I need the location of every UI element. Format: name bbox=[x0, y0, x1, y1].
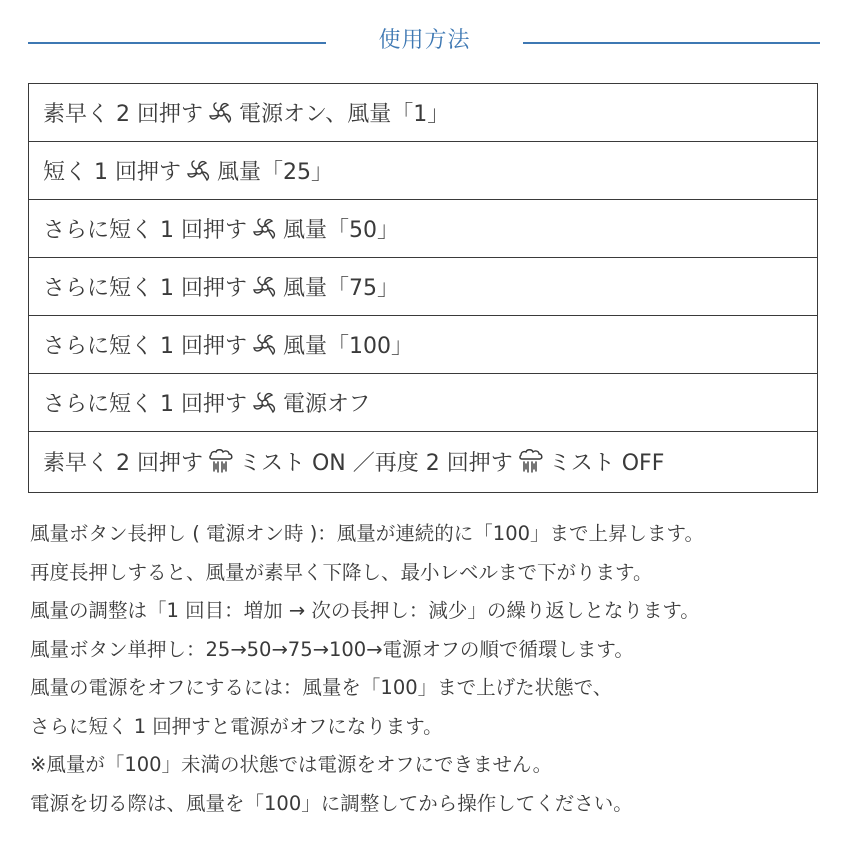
step-action: さらに短く 1 回押す bbox=[43, 218, 247, 243]
fan-icon bbox=[249, 331, 281, 359]
step-action: 素早く 2 回押す bbox=[43, 450, 203, 476]
fan-icon bbox=[249, 273, 281, 301]
heading-rule-right bbox=[523, 42, 820, 44]
section-heading bbox=[28, 22, 820, 62]
fan-icon bbox=[205, 99, 237, 127]
usage-notes bbox=[30, 515, 830, 823]
step-row bbox=[29, 432, 817, 490]
note-line: 電源を切る際は、風量を「100」に調整してから操作してください。 bbox=[30, 791, 633, 815]
fan-icon bbox=[249, 215, 281, 243]
step-result: 電源オン、風量「1」 bbox=[238, 102, 450, 127]
fan-icon bbox=[249, 389, 281, 417]
step-row bbox=[29, 200, 817, 258]
step-result: 風量「100」 bbox=[282, 334, 413, 359]
fan-icon bbox=[183, 157, 215, 185]
step-action: 短く 1 回押す bbox=[43, 160, 181, 185]
step-row bbox=[29, 316, 817, 374]
step-row bbox=[29, 374, 817, 432]
heading-rule-left bbox=[28, 42, 326, 44]
note-line: 風量ボタン長押し ( 電源オン時 )：風量が連続的に「100」まで上昇します。 bbox=[30, 522, 704, 545]
mist-icon bbox=[515, 447, 547, 475]
note-line: 風量ボタン単押し：25→50→75→100→電源オフの順で循環します。 bbox=[30, 637, 634, 661]
mist-icon bbox=[205, 447, 237, 475]
note-line: ※風量が「100」未満の状態では電源をオフにできません。 bbox=[30, 753, 553, 776]
step-row bbox=[29, 258, 817, 316]
steps-table bbox=[28, 83, 818, 493]
note-line: 再度長押しすると、風量が素早く下降し、最小レベルまで下がります。 bbox=[30, 560, 653, 584]
step-result-2: ミスト OFF bbox=[548, 450, 665, 476]
step-result: 風量「25」 bbox=[216, 160, 333, 185]
heading-title: 使用方法 bbox=[378, 28, 471, 53]
step-result: 風量「75」 bbox=[282, 276, 399, 301]
step-result: ミスト ON ／再度 2 回押す bbox=[238, 450, 513, 476]
step-action: さらに短く 1 回押す bbox=[43, 334, 247, 359]
step-result: 風量「50」 bbox=[282, 218, 399, 243]
step-result: 電源オフ bbox=[282, 392, 371, 417]
step-action: さらに短く 1 回押す bbox=[43, 276, 247, 301]
step-action: 素早く 2 回押す bbox=[43, 102, 203, 127]
note-line: 風量の調整は「1 回目：増加 → 次の長押し：減少」の繰り返しとなります。 bbox=[30, 599, 700, 622]
note-line: 風量の電源をオフにするには：風量を「100」まで上げた状態で、 bbox=[30, 676, 613, 699]
step-action: さらに短く 1 回押す bbox=[43, 392, 247, 417]
step-row bbox=[29, 84, 817, 142]
step-row bbox=[29, 142, 817, 200]
note-line: さらに短く 1 回押すと電源がオフになります。 bbox=[30, 714, 443, 738]
